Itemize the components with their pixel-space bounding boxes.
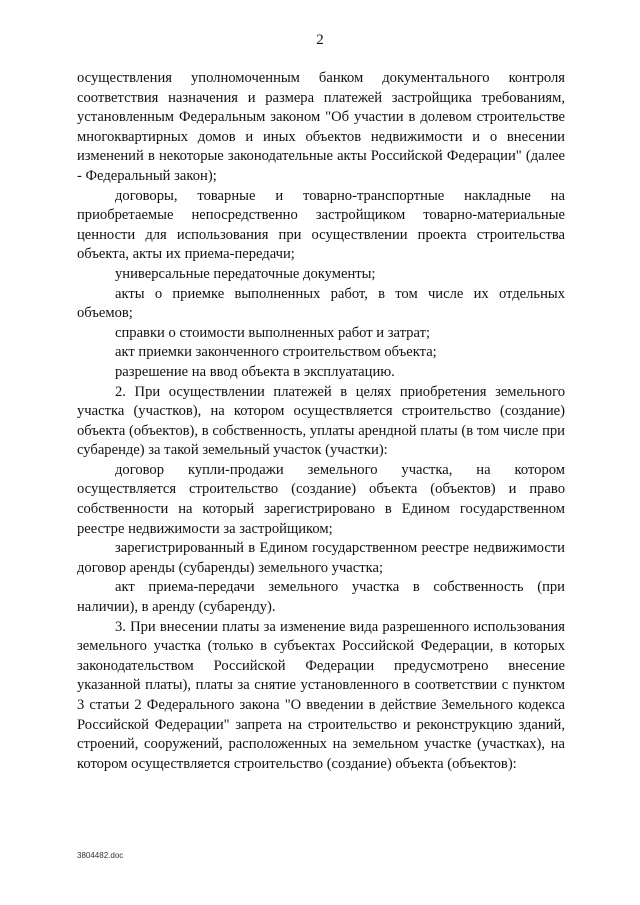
paragraph-cost-certificates: справки о стоимости выполненных работ и затрат; (115, 324, 431, 341)
paragraph-commissioning-permit: разрешение на ввод объекта в эксплуатацию. (115, 363, 395, 380)
paragraph-completion-act: акт приемки законченного строительством объекта; (115, 344, 437, 361)
paragraph-lease-contract: зарегистрированный в Едином государственном реестре недвижимости договор аренды (субаренды) земельного участка; (77, 540, 565, 576)
paragraph-continuation: осуществления уполномоченным банком документального контроля соответствия назначения и размера платежей застройщика требованиям, установленным Федеральным законом "Об участии в долевом строительстве многоквартирных домов и иных объектов недвижимости и о внесении изменений в некоторые законодательные акты Российской Федерации" (далее - Федеральный закон); (77, 70, 565, 184)
paragraph-sale-contract: договор купли-продажи земельного участка, на котором осуществляется строительство (создание) объекта (объектов) и право собственности на который зарегистрировано в Едином государственном реестре недвижимости за застройщиком; (77, 461, 565, 537)
paragraph-contracts: договоры, товарные и товарно-транспортные накладные на приобретаемые непосредственно застройщиком товарно-материальные ценности для использования при осуществлении проекта строительства объекта, акты их приема-передачи; (77, 187, 565, 263)
paragraph-acceptance-acts: акты о приемке выполненных работ, в том числе их отдельных объемов; (77, 285, 565, 322)
document-body (77, 69, 565, 774)
page-number: 2 (316, 32, 324, 48)
paragraph-land-transfer-act: акт приема-передачи земельного участка в собственность (при наличии), в аренду (субаренду). (77, 579, 565, 616)
paragraph-transfer-documents: универсальные передаточные документы; (115, 265, 376, 282)
footer-filename: 3804482.doc (77, 851, 124, 860)
paragraph-section-2: 2. При осуществлении платежей в целях приобретения земельного участка (участков), на котором осуществляется строительство (создание) объекта (объектов), в собственность, уплаты арендной платы (в том числе при субаренде) за такой земельный участок (участки): (77, 383, 565, 459)
paragraph-section-3: 3. При внесении платы за изменение вида разрешенного использования земельного участка (только в субъектах Российской Федерации, в которых законодательством Российской Федерации предусмотрено внесение указанной платы), платы за снятие установленного в соответствии с пунктом 3 статьи 2 Федерального закона "О введении в действие Земельного кодекса Российской Федерации" запрета на строительство и реконструкцию зданий, строений, сооружений, расположенных на земельном участке (участках), на котором осуществляется строительство (создание) объекта (объектов): (77, 618, 565, 772)
